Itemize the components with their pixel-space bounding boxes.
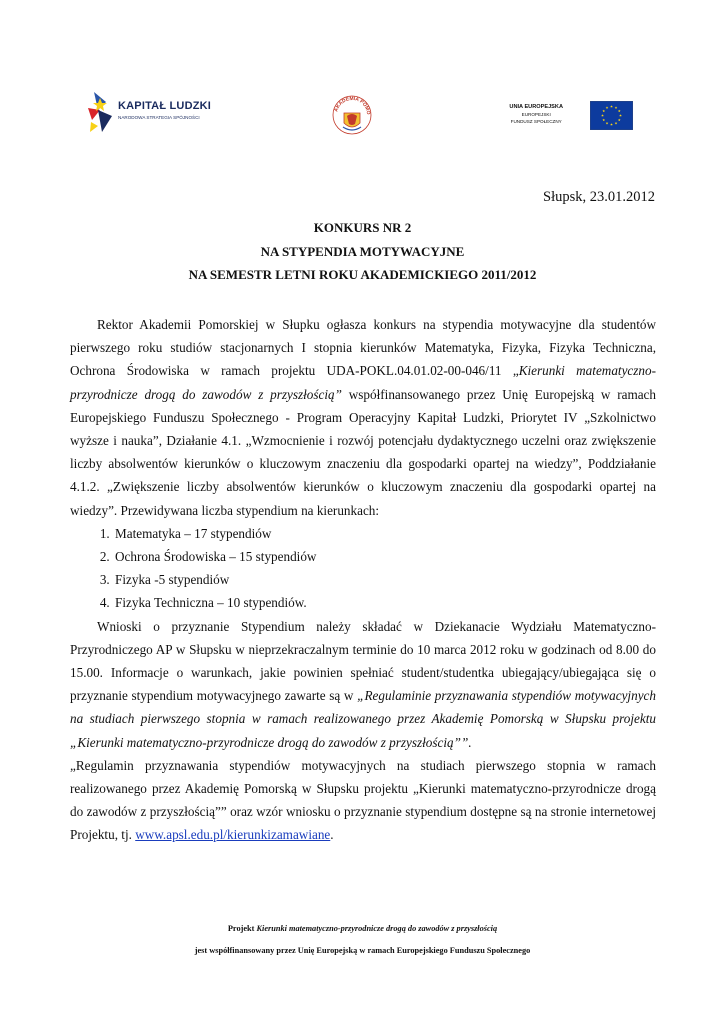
footer-prefix: Projekt	[227, 924, 257, 933]
kapital-ludzki-logo	[88, 90, 228, 134]
akademia-pomorska-logo	[331, 93, 373, 135]
eu-flag-icon	[590, 101, 633, 130]
list-item: 1. Matematyka – 17 stypendiów	[113, 522, 656, 545]
title-line-3: NA SEMESTR LETNI ROKU AKADEMICKIEGO 2011/2012	[188, 267, 537, 282]
project-name-italic: Kierunki matematyczno-przyrodnicze drogą do zawodów z przyszłością”	[70, 363, 656, 402]
intro-text: Rektor Akademii Pomorskiej w Słupku ogłasza konkurs na stypendia motywacyjne dla studentów pierwszego roku studiów stacjonarnych I stopnia kierunków Matematyka, Fizyka, Fizyka Techniczna, Ochrona Środowiska w ramach projektu UDA-POKL.04.01.02-00-046/11 „	[70, 317, 656, 379]
title-line-1: KONKURS NR 2	[313, 220, 412, 235]
regulation-text-end: .	[330, 827, 334, 843]
regulation-text: „Regulamin przyznawania stypendiów motywacyjnych na studiach pierwszego stopnia w ramach realizowanego przez Akademię Pomorską w Słupsku projektu „Kierunki matematyczno-przyrodnicze drogą do zawodów z przyszłością”” oraz wzór wniosku o przyznanie stypendium dostępne są na stronie internetowej Projektu, tj.	[70, 757, 656, 843]
eu-line3: FUNDUSZ SPOŁECZNY	[510, 119, 562, 124]
paragraph-intro	[70, 313, 656, 522]
intro-text-continued: współfinansowanego przez Unię Europejską w ramach Europejskiego Funduszu Społecznego - Program Operacyjny Kapitał Ludzki, Priorytet IV „Szkolnictwo wyższe i nauka”, Działanie 4.1. „Wzmocnienie i rozwój potencjału dydaktycznego uczelni oraz zwiększenie liczby absolwentów kierunków o kluczowym znaczeniu dla gospodarki opartej na wiedzy”, Poddziałanie 4.1.2. „Zwiększenie liczby absolwentów kierunków o kluczowym znaczeniu dla gospodarki opartej na wiedzy”. Przewidywana liczba stypendium na kierunkach:	[70, 386, 656, 518]
footer-project-name: Kierunki matematyczno-przyrodnicze drogą do zawodów z przyszłością	[256, 924, 498, 933]
document-date: Słupsk, 23.01.2012	[543, 189, 655, 205]
footer-line-2: jest współfinansowany przez Unię Europejską w ramach Europejskiego Funduszu Społecznego	[194, 946, 531, 955]
regulation-title-italic: „Regulaminie przyznawania stypendiów motywacyjnych na studiach pierwszego stopnia w ramach realizowanego przez Akademię Pomorską w Słupsku projektu „Kierunki matematyczno-przyrodnicze drogą do zawodów z przyszłością””.	[70, 688, 656, 750]
scholarship-list	[70, 522, 656, 615]
kapital-ludzki-title: KAPITAŁ LUDZKI	[118, 100, 212, 112]
list-item: 4. Fizyka Techniczna – 10 stypendiów.	[113, 591, 656, 614]
applications-text: Wnioski o przyznanie Stypendium należy składać w Dziekanacie Wydziału Matematyczno-Przyrodniczego AP w Słupsku w nieprzekraczalnym terminie do 10 marca 2012 roku w godzinach od 8.00 do 15.00. Informacje o warunkach, jakie powinien spełniać student/studentka ubiegający/ubiegająca się o przyznanie stypendium motywacyjnego zawarte są w	[70, 618, 656, 704]
kapital-ludzki-mark-icon	[88, 90, 114, 134]
eu-logo	[495, 101, 635, 131]
project-website-link[interactable]: www.apsl.edu.pl/kierunkizamawiane	[135, 827, 331, 843]
logo-bar	[0, 0, 725, 150]
akademia-name: AKADEMIA POMO	[333, 95, 372, 116]
kapital-ludzki-subtitle: NARODOWA STRATEGIA SPÓJNOŚCI	[118, 115, 200, 120]
document-body	[70, 313, 656, 847]
paragraph-applications	[70, 615, 656, 754]
title-line-2: NA STYPENDIA MOTYWACYJNE	[260, 244, 465, 259]
eu-line2: EUROPEJSKI	[521, 112, 551, 117]
eu-line1: UNIA EUROPEJSKA	[509, 104, 563, 110]
list-item: 3. Fizyka -5 stypendiów	[113, 568, 656, 591]
paragraph-regulation	[70, 754, 656, 847]
footer-line-1	[0, 924, 725, 933]
list-item: 2. Ochrona Środowiska – 15 stypendiów	[113, 545, 656, 568]
